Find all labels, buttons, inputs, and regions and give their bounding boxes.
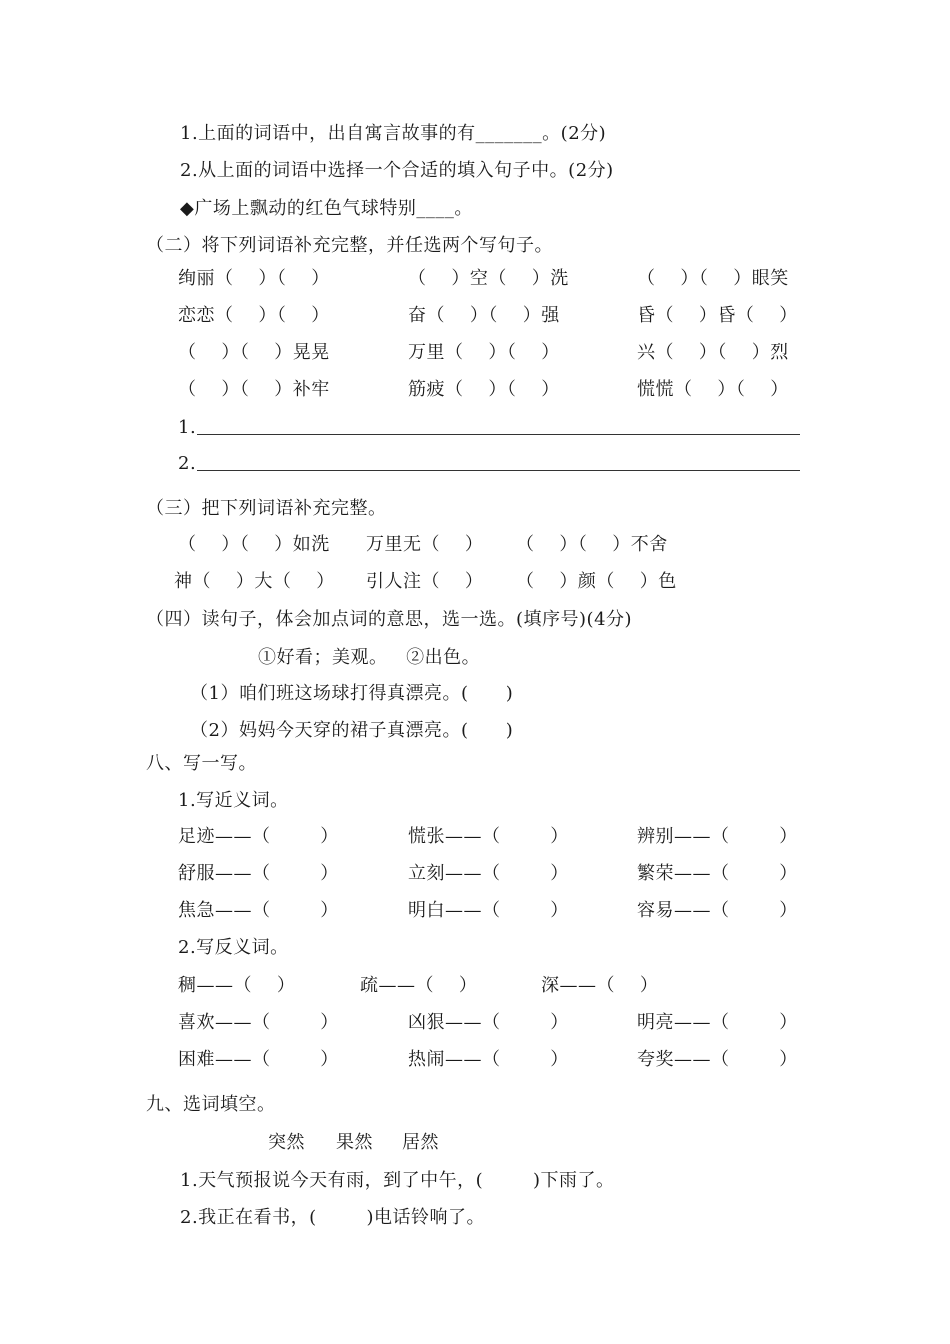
idiom-cell[interactable]: 万里无（ ） xyxy=(366,534,484,555)
idiom-cell[interactable]: （ ）颜（ ）色 xyxy=(516,571,677,592)
meaning-question[interactable]: （1）咱们班这场球打得真漂亮。( ) xyxy=(190,683,514,704)
section-3-title: （三）把下列词语补充完整。 xyxy=(146,498,387,519)
idiom-cell[interactable]: 绚丽（ ）（ ） xyxy=(178,268,330,289)
idiom-cell[interactable]: 昏（ ）昏（ ） xyxy=(637,305,798,326)
antonym-item[interactable]: 稠——（ ） xyxy=(178,975,296,996)
part-8-title: 八、写一写。 xyxy=(146,753,257,774)
antonyms-title: 2.写反义词。 xyxy=(178,937,289,958)
idiom-cell[interactable]: （ ）（ ）眼笑 xyxy=(637,268,789,289)
idiom-cell[interactable]: 万里（ ）（ ） xyxy=(408,342,560,363)
meaning-options: ①好看；美观。 ②出色。 xyxy=(258,647,481,668)
synonym-item[interactable]: 明白——（ ） xyxy=(408,900,569,921)
fill-question[interactable]: 1.天气预报说今天有雨，到了中午，( )下雨了。 xyxy=(180,1170,615,1191)
antonym-item[interactable]: 困难——（ ） xyxy=(178,1049,339,1070)
sentence-answer-line[interactable] xyxy=(197,470,800,471)
antonym-item[interactable]: 深——（ ） xyxy=(541,975,659,996)
antonym-item[interactable]: 凶狠——（ ） xyxy=(408,1012,569,1033)
section-4-title: （四）读句子，体会加点词的意思，选一选。(填序号)(4分) xyxy=(146,609,633,630)
idiom-cell[interactable]: 慌慌（ ）（ ） xyxy=(637,379,789,400)
idiom-cell[interactable]: （ ）（ ）补牢 xyxy=(178,379,330,400)
sentence-line-number: 1. xyxy=(178,417,197,438)
word-choice: 果然 xyxy=(336,1132,373,1153)
idiom-cell[interactable]: （ ）（ ）不舍 xyxy=(516,534,668,555)
section-2-title: （二）将下列词语补充完整，并任选两个写句子。 xyxy=(146,235,553,256)
question-sentence-fill: ◆广场上飘动的红色气球特别____。 xyxy=(180,198,473,219)
sentence-line-number: 2. xyxy=(178,453,197,474)
idiom-cell[interactable]: （ ）（ ）晃晃 xyxy=(178,342,330,363)
synonyms-title: 1.写近义词。 xyxy=(178,790,289,811)
synonym-item[interactable]: 足迹——（ ） xyxy=(178,826,339,847)
word-choice: 居然 xyxy=(402,1132,439,1153)
synonym-item[interactable]: 容易——（ ） xyxy=(637,900,798,921)
idiom-cell[interactable]: （ ）（ ）如洗 xyxy=(178,534,330,555)
synonym-item[interactable]: 立刻——（ ） xyxy=(408,863,569,884)
synonym-item[interactable]: 繁荣——（ ） xyxy=(637,863,798,884)
synonym-item[interactable]: 舒服——（ ） xyxy=(178,863,339,884)
sentence-answer-line[interactable] xyxy=(197,434,800,435)
synonym-item[interactable]: 慌张——（ ） xyxy=(408,826,569,847)
question-fable-words: 1.上面的词语中，出自寓言故事的有_______。(2分) xyxy=(180,123,607,144)
question-choose-word: 2.从上面的词语中选择一个合适的填入句子中。(2分) xyxy=(180,160,614,181)
synonym-item[interactable]: 焦急——（ ） xyxy=(178,900,339,921)
fill-question[interactable]: 2.我正在看书，( )电话铃响了。 xyxy=(180,1207,485,1228)
idiom-cell[interactable]: 兴（ ）（ ）烈 xyxy=(637,342,789,363)
synonym-item[interactable]: 辨别——（ ） xyxy=(637,826,798,847)
antonym-item[interactable]: 喜欢——（ ） xyxy=(178,1012,339,1033)
antonym-item[interactable]: 夸奖——（ ） xyxy=(637,1049,798,1070)
meaning-question[interactable]: （2）妈妈今天穿的裙子真漂亮。( ) xyxy=(190,720,514,741)
idiom-cell[interactable]: 奋（ ）（ ）强 xyxy=(408,305,560,326)
word-choice: 突然 xyxy=(268,1132,305,1153)
idiom-cell[interactable]: 神（ ）大（ ） xyxy=(174,571,335,592)
antonym-item[interactable]: 明亮——（ ） xyxy=(637,1012,798,1033)
part-9-title: 九、选词填空。 xyxy=(146,1094,276,1115)
antonym-item[interactable]: 热闹——（ ） xyxy=(408,1049,569,1070)
idiom-cell[interactable]: 恋恋（ ）（ ） xyxy=(178,305,330,326)
idiom-cell[interactable]: （ ）空（ ）洗 xyxy=(408,268,569,289)
antonym-item[interactable]: 疏——（ ） xyxy=(360,975,478,996)
idiom-cell[interactable]: 引人注（ ） xyxy=(366,571,484,592)
idiom-cell[interactable]: 筋疲（ ）（ ） xyxy=(408,379,560,400)
